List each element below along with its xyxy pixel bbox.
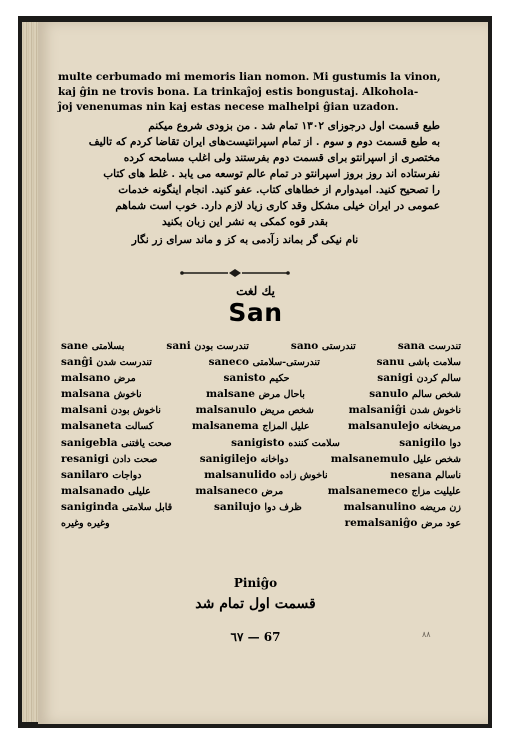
lexicon-entry (369, 388, 461, 400)
section-title: San (228, 298, 283, 327)
lexicon-entry (61, 469, 142, 481)
lexicon-entry (200, 453, 289, 465)
esperanto-paragraph (58, 70, 468, 115)
lexicon-entry (348, 420, 461, 432)
lexicon-entry (61, 501, 172, 513)
esperanto-word: sanĝi (61, 356, 93, 369)
esperanto-word: sanilujo (214, 500, 261, 513)
persian-gloss: سلامت باشی (408, 357, 461, 369)
esperanto-line: multe cerbumado mi memoris lian nomon. Mi gustumis la vinon, (58, 71, 441, 83)
lexicon-entry (398, 340, 461, 352)
persian-line: نفرستاده اند روز بروز اسپرانتو در تمام عالم توسعه می یابد . غلط های کتاب (103, 168, 440, 180)
esperanto-word: malsanulejo (348, 420, 420, 433)
esperanto-word: malsane (205, 388, 255, 401)
persian-gloss: باحال مرض (258, 389, 305, 401)
esperanto-line: kaj ĝin ne trovis bona. La trinkaĵoj estis bongustaj. Alkohola- (58, 86, 419, 98)
lexicon-entry (231, 437, 340, 449)
persian-gloss: علیل المزاج (262, 421, 310, 433)
poem-line: نام نیکی گر بماند زآدمی به کز و ماند سرای زر نگار (131, 234, 359, 246)
lexicon-entry (328, 485, 461, 497)
esperanto-line: ĵoj venenumas nin kaj estas necese malhelpi ĝian uzadon. (58, 101, 399, 113)
lexicon-entry (291, 340, 356, 352)
persian-gloss: شخص سالم (411, 389, 461, 401)
esperanto-word: sanigebla (61, 436, 118, 449)
lexicon-entry (61, 356, 152, 368)
persian-gloss: ناخوش (113, 389, 142, 401)
esperanto-word: malsanemulo (330, 452, 410, 465)
persian-paragraph (50, 118, 440, 248)
esperanto-word: malsana (61, 388, 111, 401)
lexicon-entry (195, 485, 283, 497)
esperanto-word: malsanemeco (327, 484, 408, 497)
persian-gloss: صحت دادن (112, 453, 158, 465)
lexicon-entry (166, 340, 248, 352)
lexicon-entry (349, 404, 461, 416)
persian-gloss: مرض (261, 485, 284, 497)
persian-gloss: کسالت (125, 421, 154, 433)
margin-mark: ۸۸ (422, 630, 431, 639)
esperanto-word: sanisto (223, 372, 266, 385)
persian-gloss: سلامت کننده (288, 437, 340, 449)
persian-gloss: قابل سلامتی (122, 501, 173, 513)
esperanto-word: sana (397, 340, 425, 352)
lexicon-row (61, 404, 461, 420)
persian-gloss: تندرست (428, 341, 461, 352)
esperanto-word: malsanulino (343, 500, 417, 513)
section-heading: یك لغت (236, 284, 275, 298)
lexicon-row (61, 420, 461, 436)
persian-gloss: تندرست بودن (194, 341, 249, 352)
esperanto-word: saneco (208, 356, 250, 369)
persian-gloss: ناخوش بودن (110, 405, 161, 417)
esperanto-word: sanigi (377, 372, 413, 385)
persian-line: به طبع قسمت دوم و سوم . از تمام اسپرانتیست‌های ایران تقاضا کردم که تالیف (88, 136, 440, 148)
esperanto-word: remalsaniĝo (344, 517, 418, 530)
persian-gloss: مریضخانه (423, 421, 461, 433)
lexicon-entry (61, 388, 142, 400)
lexicon-row (61, 485, 461, 501)
persian-line: عمومی در ایران خیلی مشکل وقد کاری زیاد لازم دارد. خوب است شماهم (115, 200, 440, 212)
esperanto-word: malsanema (191, 420, 259, 433)
persian-gloss: ظرف دوا (264, 501, 302, 513)
lexicon-entry (61, 517, 110, 529)
persian-gloss: وغیره وغیره (61, 518, 110, 530)
esperanto-word: malsaneta (61, 420, 122, 433)
esperanto-word: malsaniĝi (348, 404, 407, 417)
lexicon-entry (61, 453, 157, 465)
lexicon-entry (377, 372, 461, 384)
esperanto-word: malsano (61, 372, 111, 385)
esperanto-word: resanigi (61, 452, 109, 465)
lexicon-entry (344, 501, 461, 513)
persian-gloss: دواجات (112, 469, 142, 481)
lexicon-row (61, 453, 461, 469)
lexicon-row (61, 501, 461, 517)
persian-gloss: ناخوش زاده (279, 469, 328, 481)
persian-gloss: علیلیت مزاج (411, 485, 461, 497)
lexicon-entry (331, 453, 461, 465)
esperanto-word: nesana (390, 468, 432, 481)
esperanto-word: sanulo (369, 388, 409, 401)
persian-gloss: تندرستی-سلامتی (252, 357, 320, 369)
esperanto-word: sani (166, 340, 191, 352)
persian-gloss: مرض (113, 373, 136, 385)
persian-gloss: بسلامتی (91, 341, 125, 352)
esperanto-word: malsanado (61, 484, 125, 497)
lexicon-entry (399, 437, 461, 449)
lexicon-entry (61, 372, 136, 384)
esperanto-word: malsanulido (204, 468, 277, 481)
lexicon-entry (214, 501, 302, 513)
lexicon-entry (223, 372, 289, 384)
persian-gloss: حکیم (269, 373, 290, 385)
persian-line: بقدر قوه کمکی به نشر این زبان بکنید (162, 216, 328, 228)
persian-gloss: سالم کردن (416, 373, 461, 385)
esperanto-word: sanigilejo (199, 452, 257, 465)
persian-gloss: علیلی (128, 485, 151, 497)
persian-gloss: ناسالم (435, 469, 461, 481)
lexicon-row (61, 469, 461, 485)
esperanto-word: sane (61, 340, 89, 352)
lexicon-entry (390, 469, 461, 481)
persian-line: مختصری از اسپرانتو برای قسمت دوم بفرستند ولی اغلب مسامحه کرده (123, 152, 440, 164)
lexicon-entry (61, 340, 124, 352)
lexicon-entry (192, 420, 310, 432)
lexicon-entry (196, 404, 314, 416)
lexicon-entry (345, 517, 461, 529)
lexicon-entry (206, 388, 305, 400)
persian-gloss: عود مرض (421, 518, 461, 530)
persian-line: طبع قسمت اول درجوزای ۱۳۰۲ تمام شد . من بزودی شروع میکنم (148, 120, 440, 132)
lexicon-entry (61, 485, 151, 497)
esperanto-word: sanigisto (231, 436, 285, 449)
lexicon-entry (61, 420, 153, 432)
ornament-divider (180, 268, 290, 278)
esperanto-word: sanigilo (399, 436, 446, 449)
lexicon-entry (377, 356, 461, 368)
esperanto-word: saniginda (61, 500, 119, 513)
lexicon-row (61, 437, 461, 453)
lexicon-row (61, 517, 461, 533)
persian-gloss: صحت یافتنی (121, 437, 172, 449)
lexicon-list (61, 340, 461, 533)
esperanto-word: malsanulo (195, 404, 257, 417)
lexicon-entry (209, 356, 320, 368)
lexicon-entry (204, 469, 328, 481)
lexicon-entry (61, 404, 161, 416)
persian-gloss: تندرست شدن (96, 357, 152, 369)
persian-gloss: تندرستی (321, 341, 356, 352)
footer-word: Piniĝo (233, 576, 278, 590)
esperanto-word: sano (290, 340, 319, 352)
persian-gloss: شخص مریض (260, 405, 314, 417)
lexicon-entry (61, 437, 172, 449)
lexicon-row (61, 356, 461, 372)
lexicon-row (61, 388, 461, 404)
page-number: ٦٧ — 67 (230, 630, 281, 644)
persian-gloss: دوا (449, 437, 461, 449)
end-note: قسمت اول تمام شد (195, 596, 316, 612)
persian-gloss: شخص علیل (413, 453, 461, 465)
lexicon-row (61, 340, 461, 356)
persian-gloss: دواخانه (260, 453, 289, 465)
esperanto-word: malsani (61, 404, 108, 417)
esperanto-word: sanu (376, 356, 405, 369)
persian-gloss: زن مریضه (419, 501, 461, 513)
persian-gloss: ناخوش شدن (409, 405, 461, 417)
lexicon-row (61, 372, 461, 388)
esperanto-word: sanilaro (61, 468, 109, 481)
esperanto-word: malsaneco (195, 484, 258, 497)
persian-line: را تصحیح کنید. امیدوارم از خطاهای کتاب. عفو کنید. انجام اینگونه خدمات (118, 184, 440, 196)
